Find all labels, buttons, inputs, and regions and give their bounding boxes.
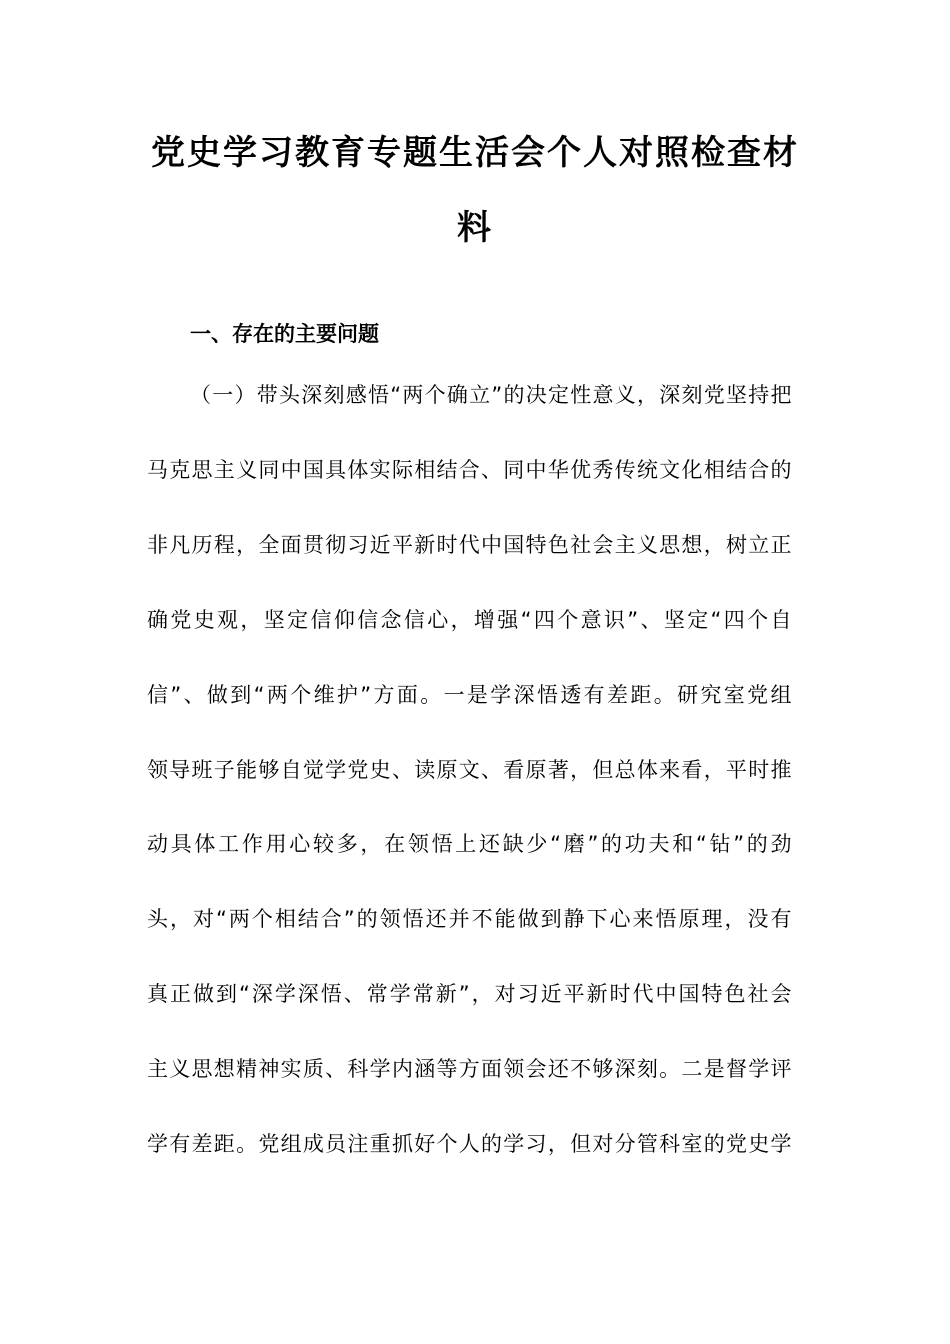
paragraph-line: 真正做到“深学深悟、常学常新”，对习近平新时代中国特色社会 bbox=[147, 982, 792, 1006]
paragraph-line: 头，对“两个相结合”的领悟还并不能做到静下心来悟原理，没有 bbox=[147, 907, 792, 931]
document-title-line-2: 料 bbox=[457, 208, 493, 248]
document-title-line-1: 党史学习教育专题生活会个人对照检查材 bbox=[151, 133, 799, 173]
paragraph-line: 确党史观，坚定信仰信念信心，增强“四个意识”、坚定“四个自 bbox=[147, 608, 792, 632]
paragraph-line: 动具体工作用心较多，在领悟上还缺少“磨”的功夫和“钻”的劲 bbox=[147, 832, 792, 856]
paragraph-line: 学有差距。党组成员注重抓好个人的学习，但对分管科室的党史学 bbox=[147, 1132, 792, 1156]
paragraph-line: 领导班子能够自觉学党史、读原文、看原著，但总体来看，平时推 bbox=[147, 758, 792, 782]
paragraph-line: 主义思想精神实质、科学内涵等方面领会还不够深刻。二是督学评 bbox=[147, 1057, 792, 1081]
section-heading: 一、存在的主要问题 bbox=[190, 322, 379, 346]
paragraph-line: 信”、做到“两个维护”方面。一是学深悟透有差距。研究室党组 bbox=[147, 683, 792, 707]
paragraph-line: （一）带头深刻感悟“两个确立”的决定性意义，深刻党坚持把 bbox=[190, 383, 792, 407]
paragraph-line: 马克思主义同中国具体实际相结合、同中华优秀传统文化相结合的 bbox=[147, 458, 792, 482]
paragraph-line: 非凡历程，全面贯彻习近平新时代中国特色社会主义思想，树立正 bbox=[147, 533, 792, 557]
